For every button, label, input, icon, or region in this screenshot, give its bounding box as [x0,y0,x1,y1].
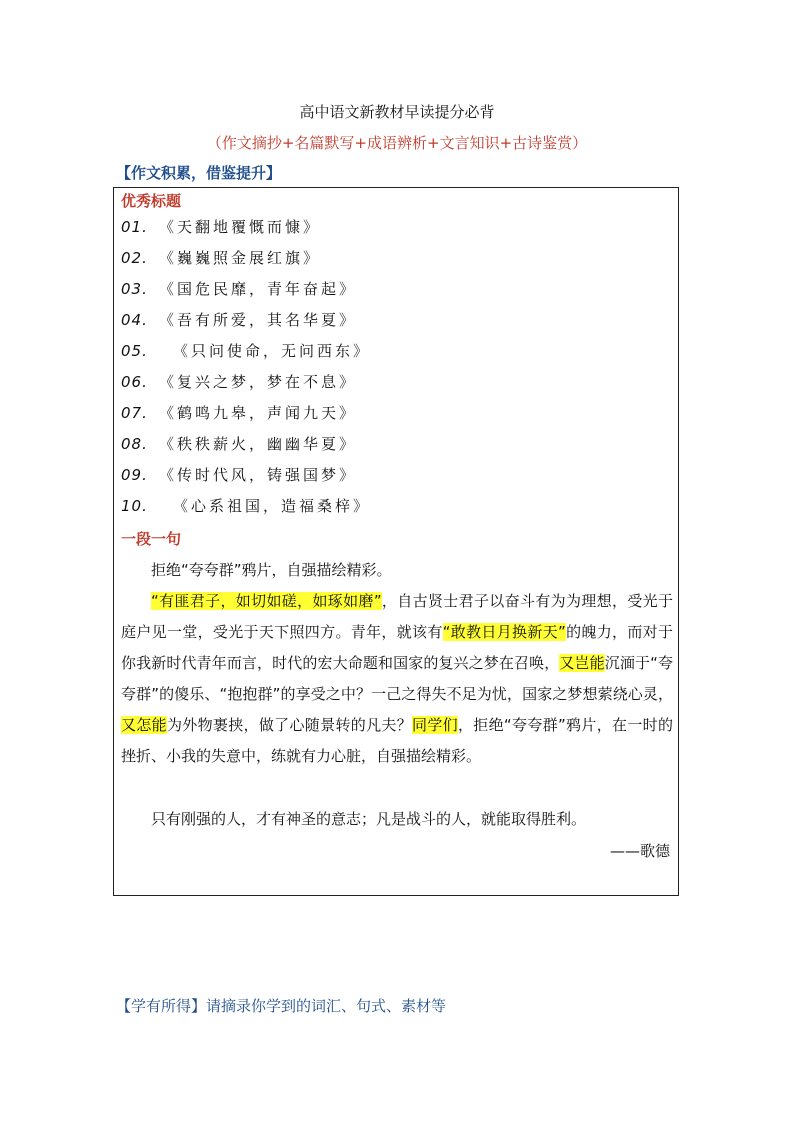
title-item: 03. 《国危民靡，青年奋起》 [121,280,358,298]
content-box [113,187,679,896]
titles-list [121,216,371,526]
title-item: 05. 《只问使命，无问西东》 [121,342,372,360]
title-item: 08. 《秩秩薪火，幽幽华夏》 [121,435,358,453]
page-subtitle: （作文摘抄+名篇默写+成语辨析+文言知识+古诗鉴赏） [206,134,588,152]
section-heading: 【作文积累，借鉴提升】 [116,164,282,182]
quote-author: ——歌德 [609,842,670,860]
title-item: 01. 《天翻地覆慨而慷》 [121,218,322,236]
title-item: 10. 《心系祖国，造福桑梓》 [121,497,372,515]
one-paragraph-label: 一段一句 [121,530,182,548]
title-item: 02. 《巍巍照金展红旗》 [121,249,322,267]
highlight-phrase: 同学们 [412,716,458,734]
title-item: 06. 《复兴之梦，梦在不息》 [121,373,358,391]
highlight-quote: “敢教日月换新天” [442,623,566,641]
excellent-titles-label: 优秀标题 [121,192,182,210]
paragraph-heading-line: 拒绝“夸夸群”鸦片，自强描绘精彩。 [151,561,392,579]
highlight-phrase: 又岂能 [559,654,605,672]
body-paragraph: “有匪君子，如切如磋，如琢如磨”，自古贤士君子以奋斗有为为理想，受光于庭户见一堂，受光于天下照四方。青年，就该有“敢教日月换新天”的魄力，而对于你我新时代青年而言，时代的宏大命题和国家的复兴之梦在召唤，又岂能沉湎于“夸夸群”的傻乐、“抱抱群”的享受之中？一己之得失不足为忧，国家之梦想萦绕心灵，又怎能为外物裹挟，做了心随景转的凡夫？同学们，拒绝“夸夸群”鸦片，在一时的挫折、小我的失意中，练就有力心脏，自强描绘精彩。 [121,592,673,765]
title-item: 04. 《吾有所爱，其名华夏》 [121,311,358,329]
page-title: 高中语文新教材早读提分必背 [299,103,495,121]
title-item: 07. 《鹤鸣九皋，声闻九天》 [121,404,358,422]
quote-line: 只有刚强的人，才有神圣的意志；凡是战斗的人，就能取得胜利。 [151,810,587,828]
highlight-quote: “有匪君子，如切如磋，如琢如磨” [151,592,382,610]
learning-notes-heading: 【学有所得】请摘录你学到的词汇、句式、素材等 [116,997,447,1015]
highlight-phrase: 又怎能 [121,716,167,734]
title-item: 09. 《传时代风，铸强国梦》 [121,466,358,484]
